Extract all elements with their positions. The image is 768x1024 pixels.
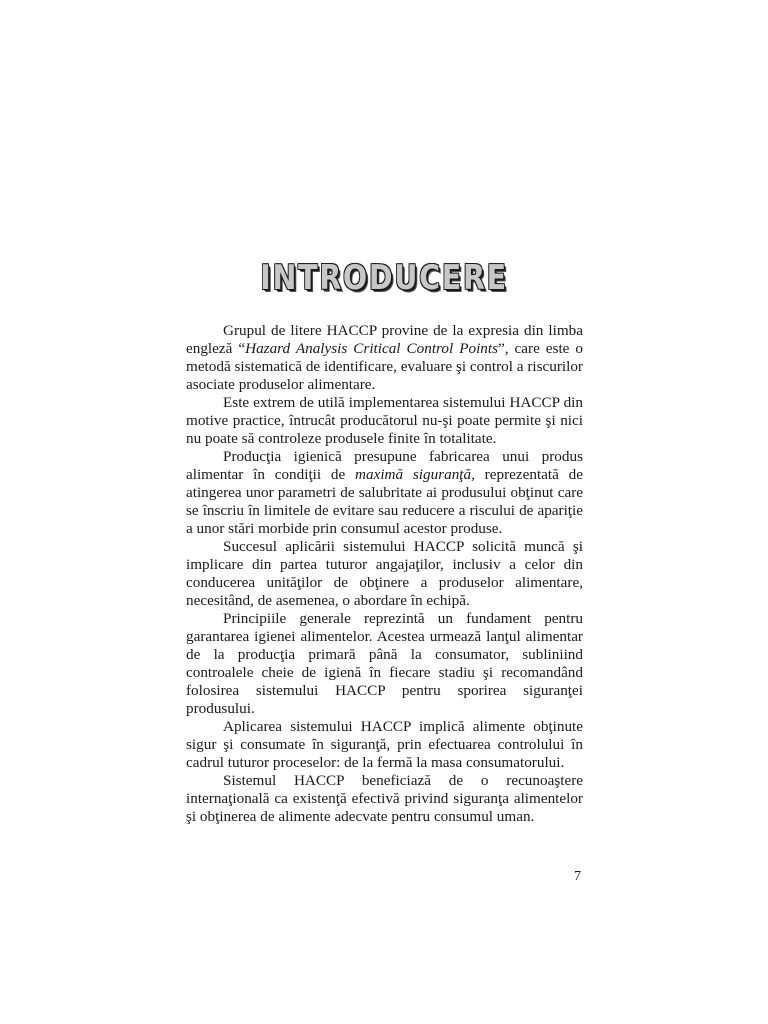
paragraph-text: Aplicarea sistemului HACCP implică alimente obţinute sigur şi consumate în siguranţă, prin efectuarea controlului în cadrul tuturor proceselor: de la fermă la masa consumatorului.: [186, 718, 583, 771]
paragraph-text: Producţia igienică presupune fabricarea unui produs alimentar în condiţii de: [186, 448, 583, 483]
paragraph-text: reprezentată de atingerea unor parametri de salubritate ai produsului obţinut care se înscriu în limitele de evitare sau reducere a riscului de apariţie a unor stări morbide prin consumul acestor produse.: [186, 466, 583, 537]
paragraph-text: Succesul aplicării sistemului HACCP solicită muncă şi implicare din partea tuturor angajaţilor, inclusiv a celor din conducerea unităţilor de obţinere a produselor alimentare, necesitând, de asemenea, o abordare în echipă.: [186, 538, 583, 609]
paragraph-italic-text: maximă siguranţă,: [355, 466, 475, 483]
paragraph-5: [186, 610, 583, 718]
paragraph-italic-text: Hazard Analysis Critical Control Points: [245, 340, 499, 357]
paragraph-7: [186, 772, 583, 826]
paragraph-text: Grupul de litere HACCP provine de la expresia din limba engleză “: [186, 322, 583, 357]
paragraph-text: Principiile generale reprezintă un fundament pentru garantarea igienei alimentelor. Acestea urmează lanţul alimentar de la producţia primară până la consumator, subliniind controalele cheie de igienă în fiecare stadiu şi recomandând folosirea sistemului HACCP pentru sporirea siguranţei produsului.: [186, 610, 583, 717]
chapter-title: INTRODUCERE: [260, 258, 508, 298]
body-text: [186, 322, 583, 826]
paragraph-text: ”, care este o metodă sistematică de identificare, evaluare şi control a riscurilor asociate produselor alimentare.: [186, 340, 583, 393]
paragraph-3: [186, 448, 583, 538]
paragraph-text: Sistemul HACCP beneficiază de o recunoaştere internaţională ca existenţă efectivă privind siguranţa alimentelor şi obţinerea de alimente adecvate pentru consumul uman.: [186, 772, 583, 825]
paragraph-6: [186, 718, 583, 772]
paragraph-4: [186, 538, 583, 610]
paragraph-1: [186, 322, 583, 394]
paragraph-2: [186, 394, 583, 448]
paragraph-text: Este extrem de utilă implementarea sistemului HACCP din motive practice, întrucât producătorul nu-şi poate permite şi nici nu poate să controleze produsele finite în totalitate.: [186, 394, 583, 447]
page-number: 7: [574, 869, 581, 884]
